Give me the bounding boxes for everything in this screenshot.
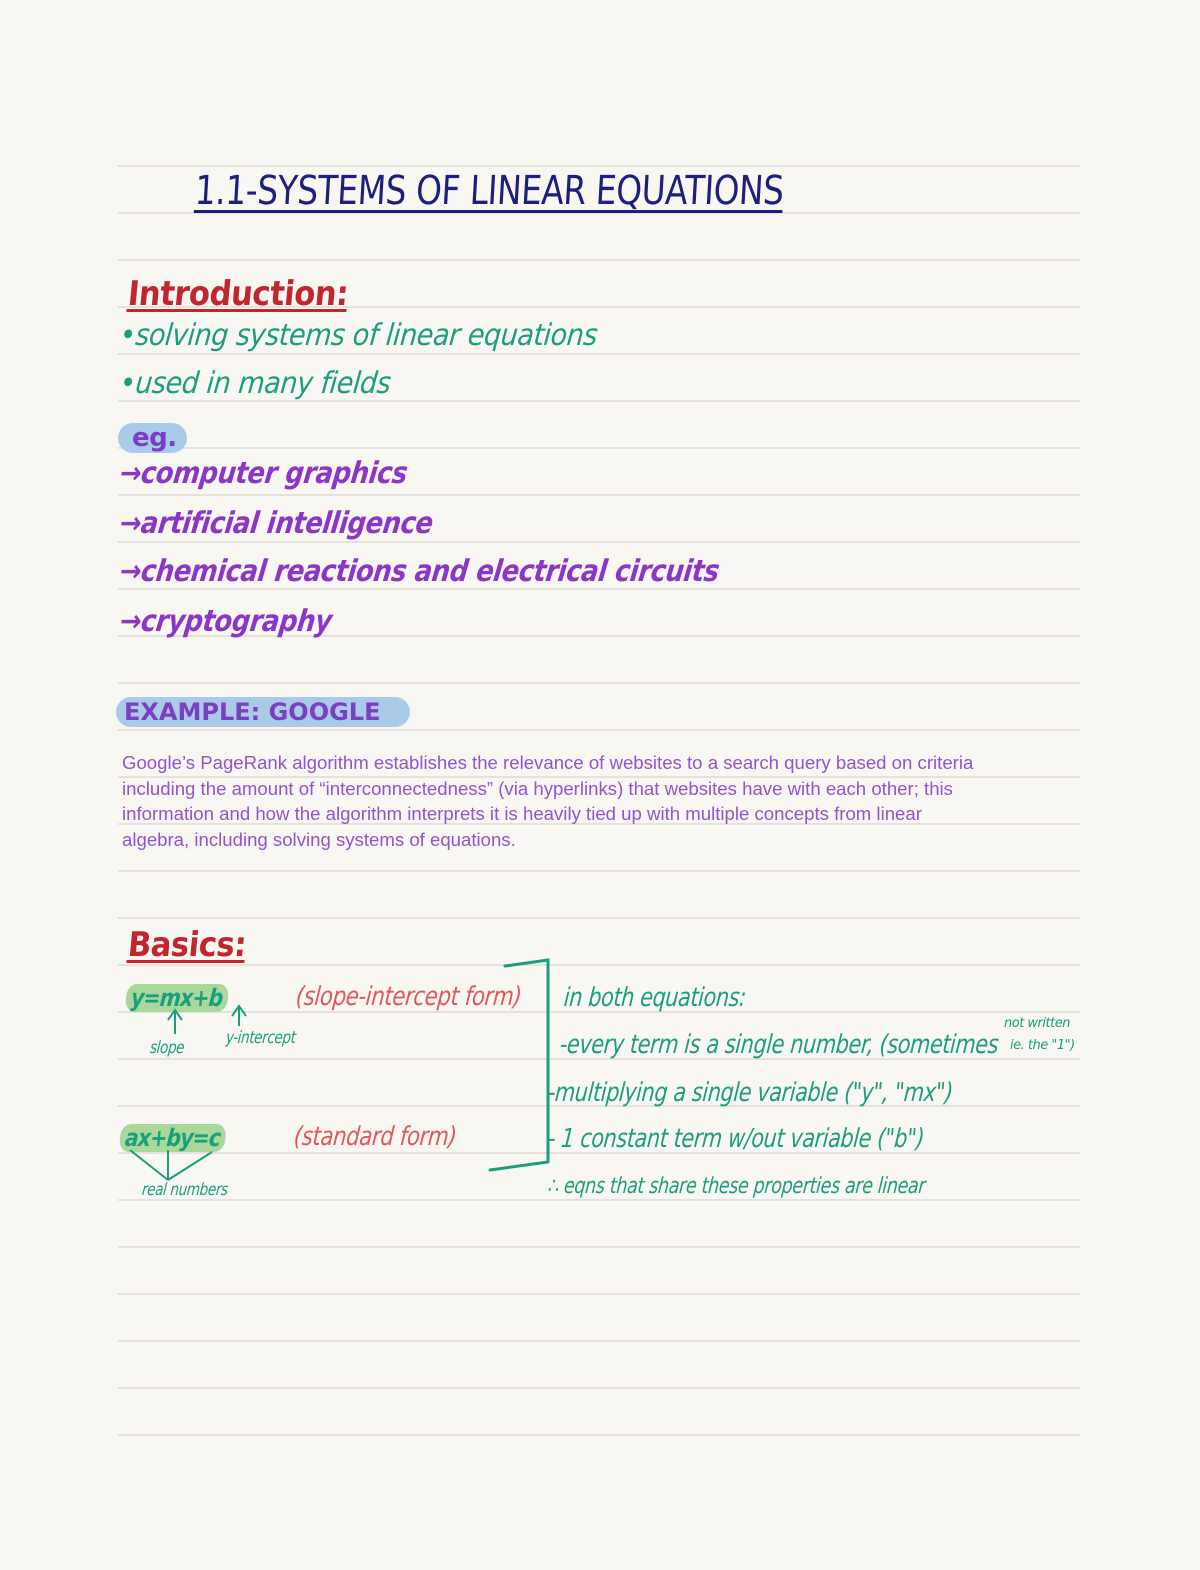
real-numbers-annotation: real numbers <box>141 1180 229 1200</box>
equation-highlight: y=mx+b <box>125 984 229 1012</box>
intro-bullet-2: •used in many fields <box>118 366 393 401</box>
slope-intercept-form-label: (slope-intercept form) <box>294 982 523 1012</box>
example-item-3: →chemical reactions and electrical circuits <box>117 554 722 589</box>
example-item-4: →cryptography <box>117 604 334 639</box>
slope-annotation: slope <box>149 1038 186 1058</box>
standard-form-label: (standard form) <box>292 1122 458 1152</box>
notes-line-1-text: -every term is a single number, (sometimes <box>558 1030 1000 1060</box>
page-title: 1.1-SYSTEMS OF LINEAR EQUATIONS <box>193 168 785 214</box>
intro-bullet-1: •solving systems of linear equations <box>118 318 599 353</box>
notes-line-1-end: ie. the "1") <box>1010 1038 1075 1053</box>
pagerank-paragraph: Google’s PageRank algorithm establishes the relevance of websites to a search query based on criteria including the amount of “interconnectedness” (via hyperlinks) that websites have with each other; this information and how the algorithm interprets it is heavily tied up with multiple concepts from linear algebra, including solving systems of equations. <box>122 752 974 850</box>
notes-line-2: -multiplying a single variable ("y", "mx") <box>546 1078 954 1108</box>
eg-highlight-label: eg. <box>118 423 187 453</box>
y-intercept-annotation: y-intercept <box>225 1028 297 1048</box>
notes-heading: in both equations: <box>562 983 748 1013</box>
equation-highlight: ax+by=c <box>119 1124 227 1152</box>
slope-arrow <box>168 1010 182 1034</box>
example-google-label: EXAMPLE: GOOGLE <box>116 697 410 727</box>
introduction-heading: Introduction: <box>126 274 350 314</box>
example-item-2: →artificial intelligence <box>117 506 435 541</box>
notes-line-3: - 1 constant term w/out variable ("b") <box>546 1124 926 1154</box>
bracket-stroke <box>490 960 548 1170</box>
intercept-arrow <box>232 1006 246 1026</box>
notes-line-1-superscript: not written <box>1004 1016 1070 1031</box>
example-item-1: →computer graphics <box>117 456 410 491</box>
notes-conclusion: ∴ eqns that share these properties are linear <box>546 1174 927 1199</box>
real-numbers-lines <box>130 1150 212 1180</box>
basics-heading: Basics: <box>126 925 249 965</box>
